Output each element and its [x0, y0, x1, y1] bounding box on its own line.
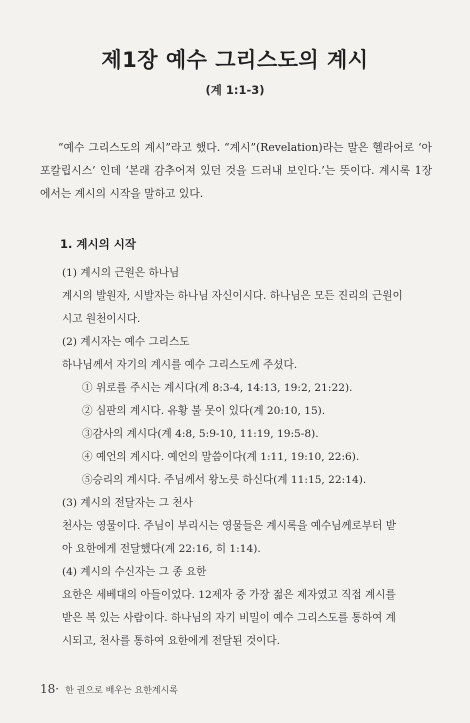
book-title: 한 권으로 배우는 요한계시록: [65, 686, 179, 696]
subheading: (2) 계시자는 예수 그리스도: [62, 336, 190, 348]
body-line: 천사는 영물이다. 주님이 부리시는 영물들은 계시록을 예수님께로부터 받: [62, 520, 396, 532]
body-line: 시되고, 천사를 통하여 요한에게 전달된 것이다.: [62, 635, 281, 647]
list-item: ③감사의 계시다(계 4:8, 5:9-10, 11:19, 19:5-8).: [82, 428, 319, 440]
body-line: 하나님께서 자기의 계시를 예수 그리스도께 주셨다.: [62, 359, 298, 371]
intro-paragraph: [40, 136, 432, 205]
body-line: 계시의 발원자, 시발자는 하나님 자신이시다. 하나님은 모든 진리의 근원이: [62, 290, 403, 302]
list-item: ① 위로를 주시는 계시다(계 8:3-4, 14:13, 19:2, 21:22).: [82, 382, 353, 394]
list-item: ⑤승리의 계시다. 주님께서 왕노릇 하신다(계 11:15, 22:14).: [82, 474, 367, 486]
chapter-title: 제1장 예수 그리스도의 계시: [101, 48, 369, 72]
chapter-reference: (계 1:1-3): [205, 83, 265, 97]
list-item: ④ 예언의 계시다. 예언의 말씀이다(계 1:11, 19:10, 22:6).: [82, 451, 360, 463]
body-line-continued: 아 요한에게 전달했다(계 22:16, 히 1:14).: [62, 543, 261, 555]
list-item: ② 심판의 계시다. 유황 불 못이 있다(계 20:10, 15).: [82, 405, 326, 417]
body-line-continued: 시고 원천이시다.: [62, 313, 141, 325]
subheading: (1) 계시의 근원은 하나님: [62, 267, 180, 279]
section-body: [40, 262, 432, 653]
page-footer: [40, 682, 178, 696]
page-number: 18·: [40, 682, 60, 696]
subheading: (3) 계시의 전달자는 그 천사: [62, 497, 193, 509]
body-line: 받은 복 있는 사람이다. 하나님의 자기 비밀이 예수 그리스도를 통하여 계: [62, 612, 396, 624]
subheading: (4) 계시의 수신자는 그 종 요한: [62, 566, 207, 578]
intro-text: “예수 그리스도의 계시”라고 했다. “계시”(Revelation)라는 말은 헬라어로 ‘아포칼립시스’ 인데 ‘본래 감추어져 있던 것을 드러내 보인다.’는 뜻이다. 계시록 1장에서는 계시의 시작을 말하고 있다.: [40, 141, 432, 200]
body-line: 요한은 세베대의 아들이었다. 12제자 중 가장 젊은 제자였고 직접 계시를: [62, 589, 396, 601]
section-heading: 1. 계시의 시작: [60, 237, 136, 251]
